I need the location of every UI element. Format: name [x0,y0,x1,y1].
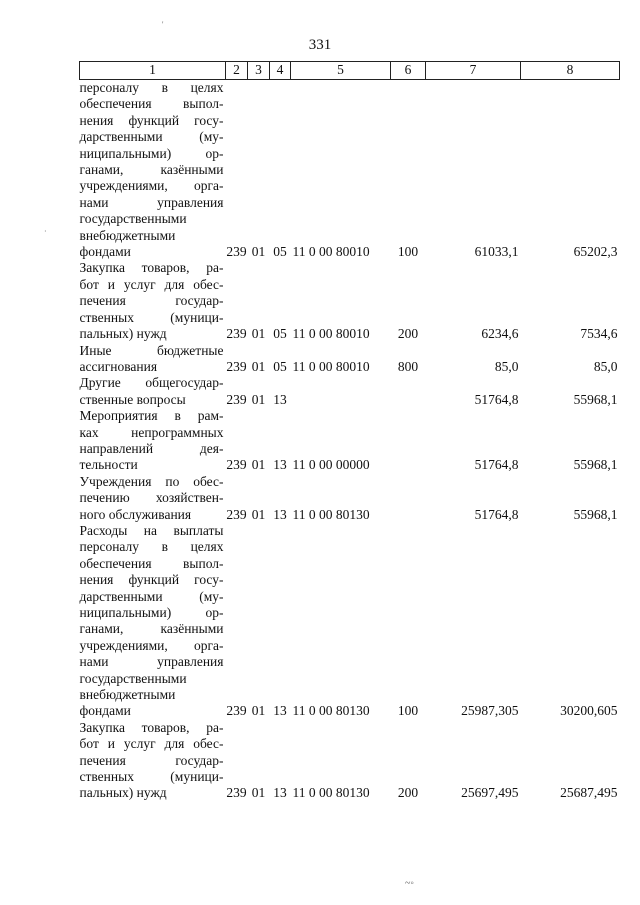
description-line: нами управления [79,194,224,210]
description-line: Закупка товаров, ра- [79,260,224,276]
description-line: учреждениями, орга- [79,178,224,194]
column-header: 5 [291,62,391,80]
description-line: ниципальными) ор- [79,605,224,620]
page-number: 331 [308,37,332,53]
amount-year-2: 30200,605 [560,703,618,719]
description-line: фондами [79,703,131,719]
expense-type-code: 100 [397,244,419,260]
amount-year-1: 85,0 [494,358,519,374]
subsection-code: 13 [273,703,287,719]
section-code: 01 [251,244,266,260]
description-line: Иные бюджетные [79,342,224,358]
amount-year-1: 51764,8 [474,391,519,407]
description-line: ассигнования [79,358,158,374]
description-line: Другие общегосудар- [79,375,224,391]
description-line: государственными [79,211,187,227]
scan-speck: · [44,227,47,236]
description-line: Мероприятия в рам- [79,408,224,424]
expense-type-code [391,375,426,408]
section-code: 01 [251,391,266,407]
row-description [80,260,226,342]
row-description [80,474,226,523]
description-line: бот и услуг для обес- [79,736,224,752]
row-description [80,408,226,474]
target-article-code: 11 0 00 80130 [292,506,370,522]
table-row [80,474,620,523]
expense-type-code: 100 [397,703,419,719]
admin-code: 239 [226,326,247,342]
row-description [80,375,226,408]
subsection-code: 13 [273,785,287,801]
description-line: ственные вопросы [79,391,186,407]
description-line: ниципальными) ор- [79,145,224,161]
target-article-code: 11 0 00 80010 [292,244,370,260]
description-line: обеспечения выпол- [79,555,224,571]
amount-year-2: 85,0 [593,358,618,374]
section-code: 01 [251,358,266,374]
description-line: внебюджетными [79,227,176,243]
admin-code: 239 [226,703,247,719]
budget-table [79,61,620,802]
amount-year-1: 25697,495 [461,785,519,801]
table-row [80,375,620,408]
description-line: печению хозяйствен- [79,490,224,506]
column-header: 1 [80,62,226,80]
admin-code: 239 [226,785,247,801]
table-row [80,523,620,720]
table-row [80,720,620,802]
row-description [80,523,226,720]
section-code: 01 [251,326,266,342]
description-line: персоналу в целях [79,539,224,555]
section-code: 01 [251,785,266,801]
subsection-code: 05 [273,244,287,260]
target-article-code: 11 0 00 80010 [292,358,370,374]
admin-code: 239 [226,457,247,473]
row-description [80,80,226,261]
column-header: 8 [521,62,620,80]
amount-year-1: 6234,6 [481,326,519,342]
amount-year-2: 55968,1 [573,506,618,522]
description-line: печения государ- [79,293,224,309]
target-article-code: 11 0 00 80130 [292,785,370,801]
description-line: обеспечения выпол- [79,96,224,112]
description-line: печения государ- [79,752,224,768]
subsection-code: 13 [273,457,287,473]
amount-year-2: 55968,1 [573,391,618,407]
section-code: 01 [251,506,266,522]
column-header: 6 [391,62,426,80]
section-code: 01 [251,703,266,719]
column-header: 2 [226,62,248,80]
target-article-code: 11 0 00 80010 [292,326,370,342]
table-row [80,408,620,474]
column-header: 7 [426,62,521,80]
amount-year-2: 7534,6 [580,326,618,342]
description-line: внебюджетными [79,687,176,703]
description-line: пальных) нужд [79,326,167,342]
expense-type-code [391,474,426,523]
column-header: 3 [248,62,270,80]
admin-code: 239 [226,391,247,407]
description-line: государственными [79,670,187,686]
table-header [80,62,620,80]
subsection-code: 13 [273,506,287,522]
description-line: Расходы на выплаты [79,522,224,538]
description-line: тельности [79,457,138,473]
amount-year-2: 55968,1 [573,457,618,473]
row-description [80,343,226,376]
description-line: Закупка товаров, ра- [79,719,224,735]
row-description [80,720,226,802]
description-line: бот и услуг для обес- [79,276,224,292]
description-line: ственных (муници- [79,309,224,325]
table-body [80,80,620,802]
subsection-code: 05 [273,358,287,374]
admin-code: 239 [226,506,247,522]
description-line: нения функций госу- [79,112,224,128]
target-article-code: 11 0 00 80130 [292,703,370,719]
description-line: персоналу в целях [79,80,224,95]
expense-type-code: 200 [397,785,419,801]
amount-year-2: 25687,495 [560,785,618,801]
description-line: нами управления [79,654,224,670]
description-line: фондами [79,244,131,260]
table-row [80,260,620,342]
expense-type-code [391,408,426,474]
description-line: учреждениями, орга- [79,637,224,653]
subsection-code: 13 [273,391,287,407]
amount-year-1: 51764,8 [474,506,519,522]
description-line: пальных) нужд [79,785,167,801]
scan-speck: ~◦ [405,878,414,889]
description-line: Учреждения по обес- [79,473,224,489]
amount-year-1: 51764,8 [474,457,519,473]
description-line: дарственными (му- [79,588,224,604]
subsection-code: 05 [273,326,287,342]
amount-year-2: 65202,3 [573,244,618,260]
description-line: ках непрограммных [79,424,224,440]
description-line: ственных (муници- [79,769,224,785]
table-row [80,80,620,261]
table-row [80,343,620,376]
description-line: ного обслуживания [79,506,192,522]
admin-code: 239 [226,358,247,374]
amount-year-1: 61033,1 [474,244,519,260]
description-line: дарственными (му- [79,129,224,145]
expense-type-code: 200 [397,326,419,342]
description-line: ганами, казёнными [79,621,224,637]
target-article-code [291,375,391,408]
description-line: направлений дея- [79,440,224,456]
section-code: 01 [251,457,266,473]
amount-year-1: 25987,305 [461,703,519,719]
column-header: 4 [270,62,291,80]
scan-speck: ' [162,20,164,29]
description-line: нения функций госу- [79,572,224,588]
admin-code: 239 [226,244,247,260]
target-article-code: 11 0 00 00000 [292,457,370,473]
description-line: ганами, казёнными [79,162,224,178]
expense-type-code: 800 [397,358,419,374]
